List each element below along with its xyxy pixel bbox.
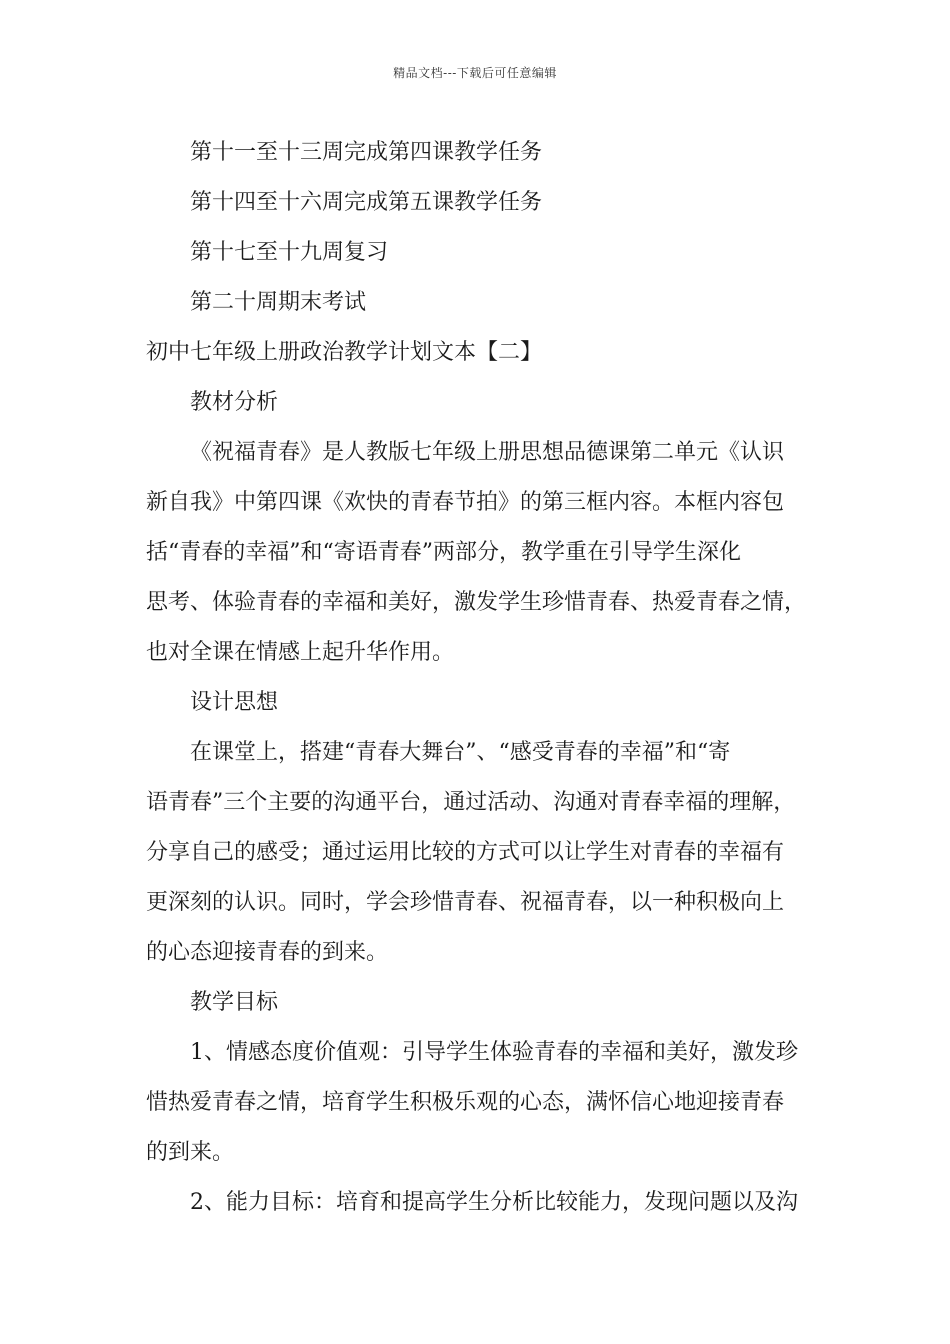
text-line: 第十一至十三周完成第四课教学任务 — [190, 140, 543, 165]
text-line: 也对全课在情感上起升华作用。 — [146, 640, 455, 665]
text-line: 在课堂上，搭建“青春大舞台”、“感受青春的幸福”和“寄 — [190, 740, 731, 765]
text-line: 的到来。 — [146, 1140, 235, 1165]
text-line: 1、情感态度价值观：引导学生体验青春的幸福和美好，激发珍 — [190, 1040, 798, 1065]
text-line: 教学目标 — [190, 990, 279, 1015]
text-line: 设计思想 — [190, 690, 279, 715]
text-line: 更深刻的认识。同时，学会珍惜青春、祝福青春，以一种积极向上 — [146, 890, 785, 915]
text-line: 教材分析 — [190, 390, 279, 415]
text-line: 语青春”三个主要的沟通平台，通过活动、沟通对青春幸福的理解， — [146, 790, 796, 815]
text-line: 《祝福青春》是人教版七年级上册思想品德课第二单元《认识 — [190, 440, 785, 465]
text-line: 括“青春的幸福”和“寄语青春”两部分，教学重在引导学生深化 — [146, 540, 741, 565]
text-line: 的心态迎接青春的到来。 — [146, 940, 389, 965]
page-header: 精品文档---下载后可任意编辑 — [393, 66, 557, 80]
text-line: 惜热爱青春之情，培育学生积极乐观的心态，满怀信心地迎接青春 — [146, 1090, 785, 1115]
text-line: 第十七至十九周复习 — [190, 240, 389, 265]
text-line: 第二十周期末考试 — [190, 290, 367, 315]
text-line: 新自我》中第四课《欢快的青春节拍》的第三框内容。本框内容包 — [146, 490, 785, 515]
text-line: 分享自己的感受；通过运用比较的方式可以让学生对青春的幸福有 — [146, 840, 785, 865]
text-line: 思考、体验青春的幸福和美好，激发学生珍惜青春、热爱青春之情， — [146, 590, 807, 615]
text-line: 2、能力目标：培育和提高学生分析比较能力，发现问题以及沟 — [190, 1190, 798, 1215]
text-line: 初中七年级上册政治教学计划文本【二】 — [146, 340, 543, 365]
document-body — [146, 128, 806, 1228]
text-line: 第十四至十六周完成第五课教学任务 — [190, 190, 543, 215]
